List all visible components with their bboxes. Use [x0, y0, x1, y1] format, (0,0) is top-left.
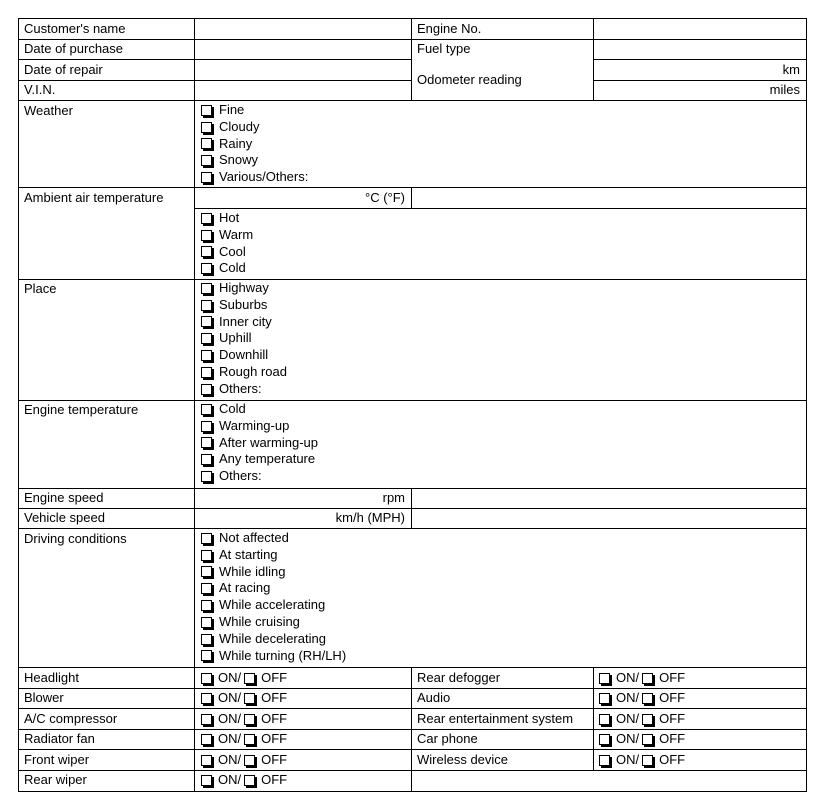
- place-option-suburbs[interactable]: Suburbs: [201, 297, 287, 314]
- checkbox-icon[interactable]: [201, 775, 212, 786]
- wireless-device-label: Wireless device: [417, 752, 509, 767]
- rear-wiper-label: Rear wiper: [24, 772, 87, 787]
- checkbox-icon[interactable]: [201, 246, 212, 257]
- engine-no-label: Engine No.: [417, 21, 482, 36]
- checkbox-icon[interactable]: [201, 105, 212, 116]
- checkbox-icon[interactable]: [201, 600, 212, 611]
- rule: [18, 39, 807, 40]
- engine-speed-unit: rpm: [382, 490, 405, 505]
- checkbox-icon[interactable]: [201, 673, 212, 684]
- checkbox-icon[interactable]: [201, 367, 212, 378]
- place-options: [201, 280, 287, 398]
- rule: [18, 488, 807, 489]
- rule: [18, 791, 807, 792]
- audio-label: Audio: [417, 690, 451, 705]
- weather-options: [201, 102, 308, 186]
- checkbox-icon[interactable]: [201, 437, 212, 448]
- engine-temp-option-cold[interactable]: Cold: [201, 401, 318, 418]
- driving-option-while-cruising[interactable]: While cruising: [201, 614, 346, 631]
- checkbox-icon[interactable]: [201, 283, 212, 294]
- checkbox-icon[interactable]: [244, 673, 255, 684]
- rule: [18, 59, 411, 60]
- checkbox-icon[interactable]: [599, 755, 610, 766]
- weather-label: Weather: [24, 103, 73, 118]
- rule: [593, 667, 594, 770]
- odometer-reading-label: Odometer reading: [417, 72, 522, 87]
- checkbox-icon[interactable]: [201, 316, 212, 327]
- km-unit: km: [782, 62, 800, 77]
- checkbox-icon[interactable]: [244, 734, 255, 745]
- car-phone-onoff: ON/ OFF: [599, 731, 685, 747]
- ambient-option-hot[interactable]: Hot: [201, 210, 253, 227]
- checkbox-icon[interactable]: [201, 533, 212, 544]
- checkbox-icon[interactable]: [201, 230, 212, 241]
- checkbox-icon[interactable]: [642, 673, 653, 684]
- rule: [18, 508, 807, 509]
- rear-defogger-onoff: ON/ OFF: [599, 670, 685, 686]
- rear-entertainment-onoff: ON/ OFF: [599, 711, 685, 727]
- checkbox-icon[interactable]: [201, 583, 212, 594]
- ambient-option-warm[interactable]: Warm: [201, 227, 253, 244]
- rule: [18, 729, 807, 730]
- radiator-fan-onoff: ON/ OFF: [201, 731, 287, 747]
- rule: [18, 80, 411, 81]
- miles-unit: miles: [769, 82, 800, 97]
- front-wiper-label: Front wiper: [24, 752, 90, 767]
- checkbox-icon[interactable]: [201, 333, 212, 344]
- ac-compressor-onoff: ON/ OFF: [201, 711, 287, 727]
- headlight-label: Headlight: [24, 670, 79, 685]
- rule: [18, 688, 807, 689]
- rule: [18, 187, 807, 188]
- checkbox-icon[interactable]: [201, 650, 212, 661]
- wireless-device-onoff: ON/ OFF: [599, 752, 685, 768]
- weather-option-snowy[interactable]: Snowy: [201, 152, 308, 169]
- checkbox-icon[interactable]: [201, 693, 212, 704]
- checkbox-icon[interactable]: [244, 775, 255, 786]
- place-label: Place: [24, 281, 57, 296]
- place-option-downhill[interactable]: Downhill: [201, 347, 287, 364]
- customers-name-field[interactable]: [195, 19, 411, 39]
- engine-temp-option-any[interactable]: Any temperature: [201, 451, 318, 468]
- rule: [411, 667, 412, 792]
- place-option-inner-city[interactable]: Inner city: [201, 314, 287, 331]
- checkbox-icon[interactable]: [599, 693, 610, 704]
- engine-temperature-options: [201, 401, 318, 485]
- weather-option-fine[interactable]: Fine: [201, 102, 308, 119]
- checkbox-icon[interactable]: [599, 714, 610, 725]
- rule: [18, 100, 807, 101]
- rule: [593, 80, 807, 81]
- vin-label: V.I.N.: [24, 82, 56, 97]
- engine-temp-option-warming-up[interactable]: Warming-up: [201, 418, 318, 435]
- checkbox-icon[interactable]: [201, 263, 212, 274]
- ambient-temperature-label: Ambient air temperature: [24, 190, 164, 205]
- ac-compressor-label: A/C compressor: [24, 711, 118, 726]
- engine-temp-option-after-warming-up[interactable]: After warming-up: [201, 435, 318, 452]
- driving-option-while-turning[interactable]: While turning (RH/LH): [201, 648, 346, 665]
- rule: [18, 528, 807, 529]
- checkbox-icon[interactable]: [201, 734, 212, 745]
- checkbox-icon[interactable]: [201, 421, 212, 432]
- checkbox-icon[interactable]: [201, 566, 212, 577]
- weather-option-rainy[interactable]: Rainy: [201, 136, 308, 153]
- rule: [194, 18, 195, 792]
- vehicle-speed-label: Vehicle speed: [24, 510, 105, 525]
- date-of-purchase-label: Date of purchase: [24, 41, 124, 56]
- fuel-type-label: Fuel type: [417, 41, 471, 56]
- rule: [18, 279, 807, 280]
- rule: [806, 18, 807, 792]
- ambient-option-cold[interactable]: Cold: [201, 260, 253, 277]
- checkbox-icon[interactable]: [642, 734, 653, 745]
- checkbox-icon[interactable]: [599, 734, 610, 745]
- engine-temperature-label: Engine temperature: [24, 402, 139, 417]
- place-option-others[interactable]: Others:: [201, 381, 287, 398]
- rear-entertainment-label: Rear entertainment system: [417, 711, 574, 726]
- checkbox-icon[interactable]: [244, 755, 255, 766]
- checkbox-icon[interactable]: [201, 300, 212, 311]
- driving-conditions-options: [201, 530, 346, 664]
- vehicle-speed-unit: km/h (MPH): [335, 510, 405, 525]
- ambient-option-cool[interactable]: Cool: [201, 244, 253, 261]
- weather-option-cloudy[interactable]: Cloudy: [201, 119, 308, 136]
- driving-option-while-accelerating[interactable]: While accelerating: [201, 597, 346, 614]
- rule: [18, 770, 807, 771]
- checkbox-icon[interactable]: [201, 454, 212, 465]
- driving-option-not-affected[interactable]: Not affected: [201, 530, 346, 547]
- checkbox-icon[interactable]: [201, 634, 212, 645]
- blower-onoff: ON/ OFF: [201, 690, 287, 706]
- checkbox-icon[interactable]: [201, 404, 212, 415]
- checkbox-icon[interactable]: [642, 714, 653, 725]
- headlight-onoff: ON/ OFF: [201, 670, 287, 686]
- place-option-uphill[interactable]: Uphill: [201, 330, 287, 347]
- audio-onoff: ON/ OFF: [599, 690, 685, 706]
- ambient-options: [201, 210, 253, 277]
- engine-no-field[interactable]: [594, 19, 806, 39]
- checkbox-icon[interactable]: [244, 714, 255, 725]
- driving-option-while-decelerating[interactable]: While decelerating: [201, 631, 346, 648]
- weather-option-various[interactable]: Various/Others:: [201, 169, 308, 186]
- vehicle-condition-form: [18, 18, 807, 792]
- date-of-repair-label: Date of repair: [24, 62, 103, 77]
- driving-option-while-idling[interactable]: While idling: [201, 564, 346, 581]
- rule: [411, 18, 412, 101]
- customers-name-label: Customer's name: [24, 21, 126, 36]
- checkbox-icon[interactable]: [201, 138, 212, 149]
- driving-option-at-racing[interactable]: At racing: [201, 580, 346, 597]
- driving-option-at-starting[interactable]: At starting: [201, 547, 346, 564]
- ambient-temperature-unit: °C (°F): [365, 190, 405, 205]
- checkbox-icon[interactable]: [201, 155, 212, 166]
- rear-wiper-onoff: ON/ OFF: [201, 772, 287, 788]
- checkbox-icon[interactable]: [201, 213, 212, 224]
- rule: [411, 187, 412, 209]
- engine-temp-option-others[interactable]: Others:: [201, 468, 318, 485]
- checkbox-icon[interactable]: [201, 714, 212, 725]
- checkbox-icon[interactable]: [201, 350, 212, 361]
- rear-defogger-label: Rear defogger: [417, 670, 501, 685]
- checkbox-icon[interactable]: [201, 617, 212, 628]
- place-option-rough-road[interactable]: Rough road: [201, 364, 287, 381]
- engine-speed-label: Engine speed: [24, 490, 104, 505]
- rule: [18, 18, 19, 792]
- checkbox-icon[interactable]: [642, 755, 653, 766]
- rule: [18, 400, 807, 401]
- checkbox-icon[interactable]: [201, 755, 212, 766]
- place-option-highway[interactable]: Highway: [201, 280, 287, 297]
- blower-label: Blower: [24, 690, 64, 705]
- rule: [18, 667, 807, 668]
- checkbox-icon[interactable]: [201, 172, 212, 183]
- front-wiper-onoff: ON/ OFF: [201, 752, 287, 768]
- checkbox-icon[interactable]: [201, 471, 212, 482]
- rule: [18, 749, 807, 750]
- rule: [593, 59, 807, 60]
- driving-conditions-label: Driving conditions: [24, 531, 127, 546]
- checkbox-icon[interactable]: [244, 693, 255, 704]
- checkbox-icon[interactable]: [642, 693, 653, 704]
- checkbox-icon[interactable]: [201, 550, 212, 561]
- checkbox-icon[interactable]: [201, 384, 212, 395]
- checkbox-icon[interactable]: [201, 122, 212, 133]
- radiator-fan-label: Radiator fan: [24, 731, 95, 746]
- rule: [411, 488, 412, 529]
- checkbox-icon[interactable]: [599, 673, 610, 684]
- car-phone-label: Car phone: [417, 731, 478, 746]
- rule: [18, 708, 807, 709]
- rule: [194, 208, 807, 209]
